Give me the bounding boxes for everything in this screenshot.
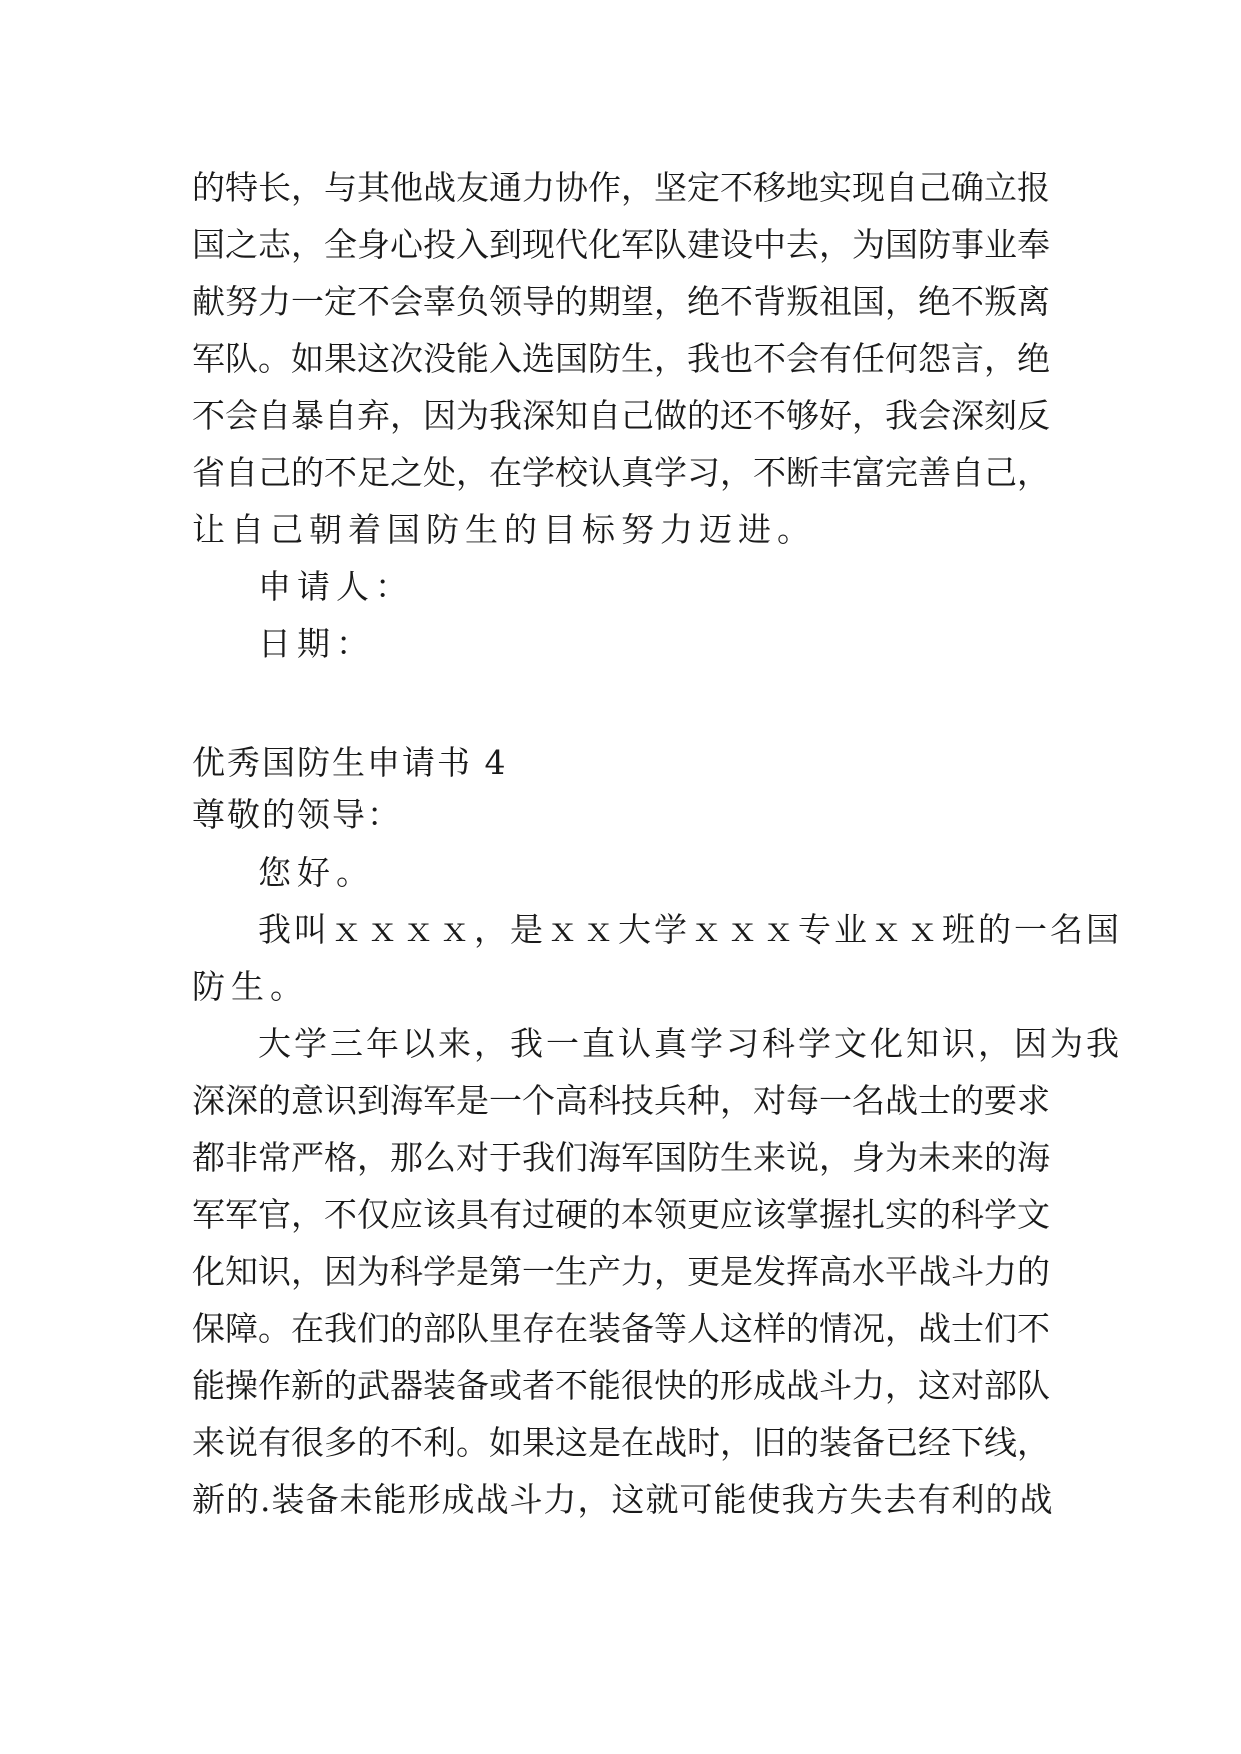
paragraph-line: 我叫ｘｘｘｘ，是ｘｘ大学ｘｘｘ专业ｘｘ班的一名国: [258, 910, 1122, 949]
paragraph-line: 军队。如果这次没能入选国防生，我也不会有任何怨言，绝: [192, 339, 1050, 378]
paragraph-line: 的特长，与其他战友通力协作，坚定不移地实现自己确立报: [192, 168, 1050, 207]
date-label: 日期：: [258, 624, 375, 663]
paragraph-line: 来说有很多的不利。如果这是在战时，旧的装备已经下线，: [192, 1423, 1050, 1462]
paragraph-line: 都非常严格，那么对于我们海军国防生来说，身为未来的海: [192, 1138, 1050, 1177]
paragraph-line: 保障。在我们的部队里存在装备等人这样的情况，战士们不: [192, 1309, 1050, 1348]
paragraph-line: 不会自暴自弃，因为我深知自己做的还不够好，我会深刻反: [192, 396, 1050, 435]
paragraph-line: 化知识，因为科学是第一生产力，更是发挥高水平战斗力的: [192, 1252, 1050, 1291]
paragraph-line: 军军官，不仅应该具有过硬的本领更应该掌握扎实的科学文: [192, 1195, 1050, 1234]
paragraph-line: 让自己朝着国防生的目标努力迈进。: [192, 510, 816, 549]
paragraph-line: 防生。: [192, 967, 309, 1006]
paragraph-line: 国之志，全身心投入到现代化军队建设中去，为国防事业奉: [192, 225, 1050, 264]
section-title: 优秀国防生申请书 4: [192, 743, 508, 782]
paragraph-line: 能操作新的武器装备或者不能很快的形成战斗力，这对部队: [192, 1366, 1050, 1405]
paragraph-line: 省自己的不足之处，在学校认真学习，不断丰富完善自己，: [192, 453, 1050, 492]
paragraph-line: 献努力一定不会辜负领导的期望，绝不背叛祖国，绝不叛离: [192, 282, 1050, 321]
paragraph-line: 新的.装备未能形成战斗力，这就可能使我方失去有利的战: [192, 1480, 1054, 1519]
paragraph-line: 大学三年以来，我一直认真学习科学文化知识，因为我: [258, 1024, 1122, 1063]
applicant-label: 申请人：: [258, 567, 414, 606]
greeting: 您好。: [258, 853, 375, 892]
paragraph-line: 深深的意识到海军是一个高科技兵种，对每一名战士的要求: [192, 1081, 1050, 1120]
salutation: 尊敬的领导：: [192, 795, 402, 834]
